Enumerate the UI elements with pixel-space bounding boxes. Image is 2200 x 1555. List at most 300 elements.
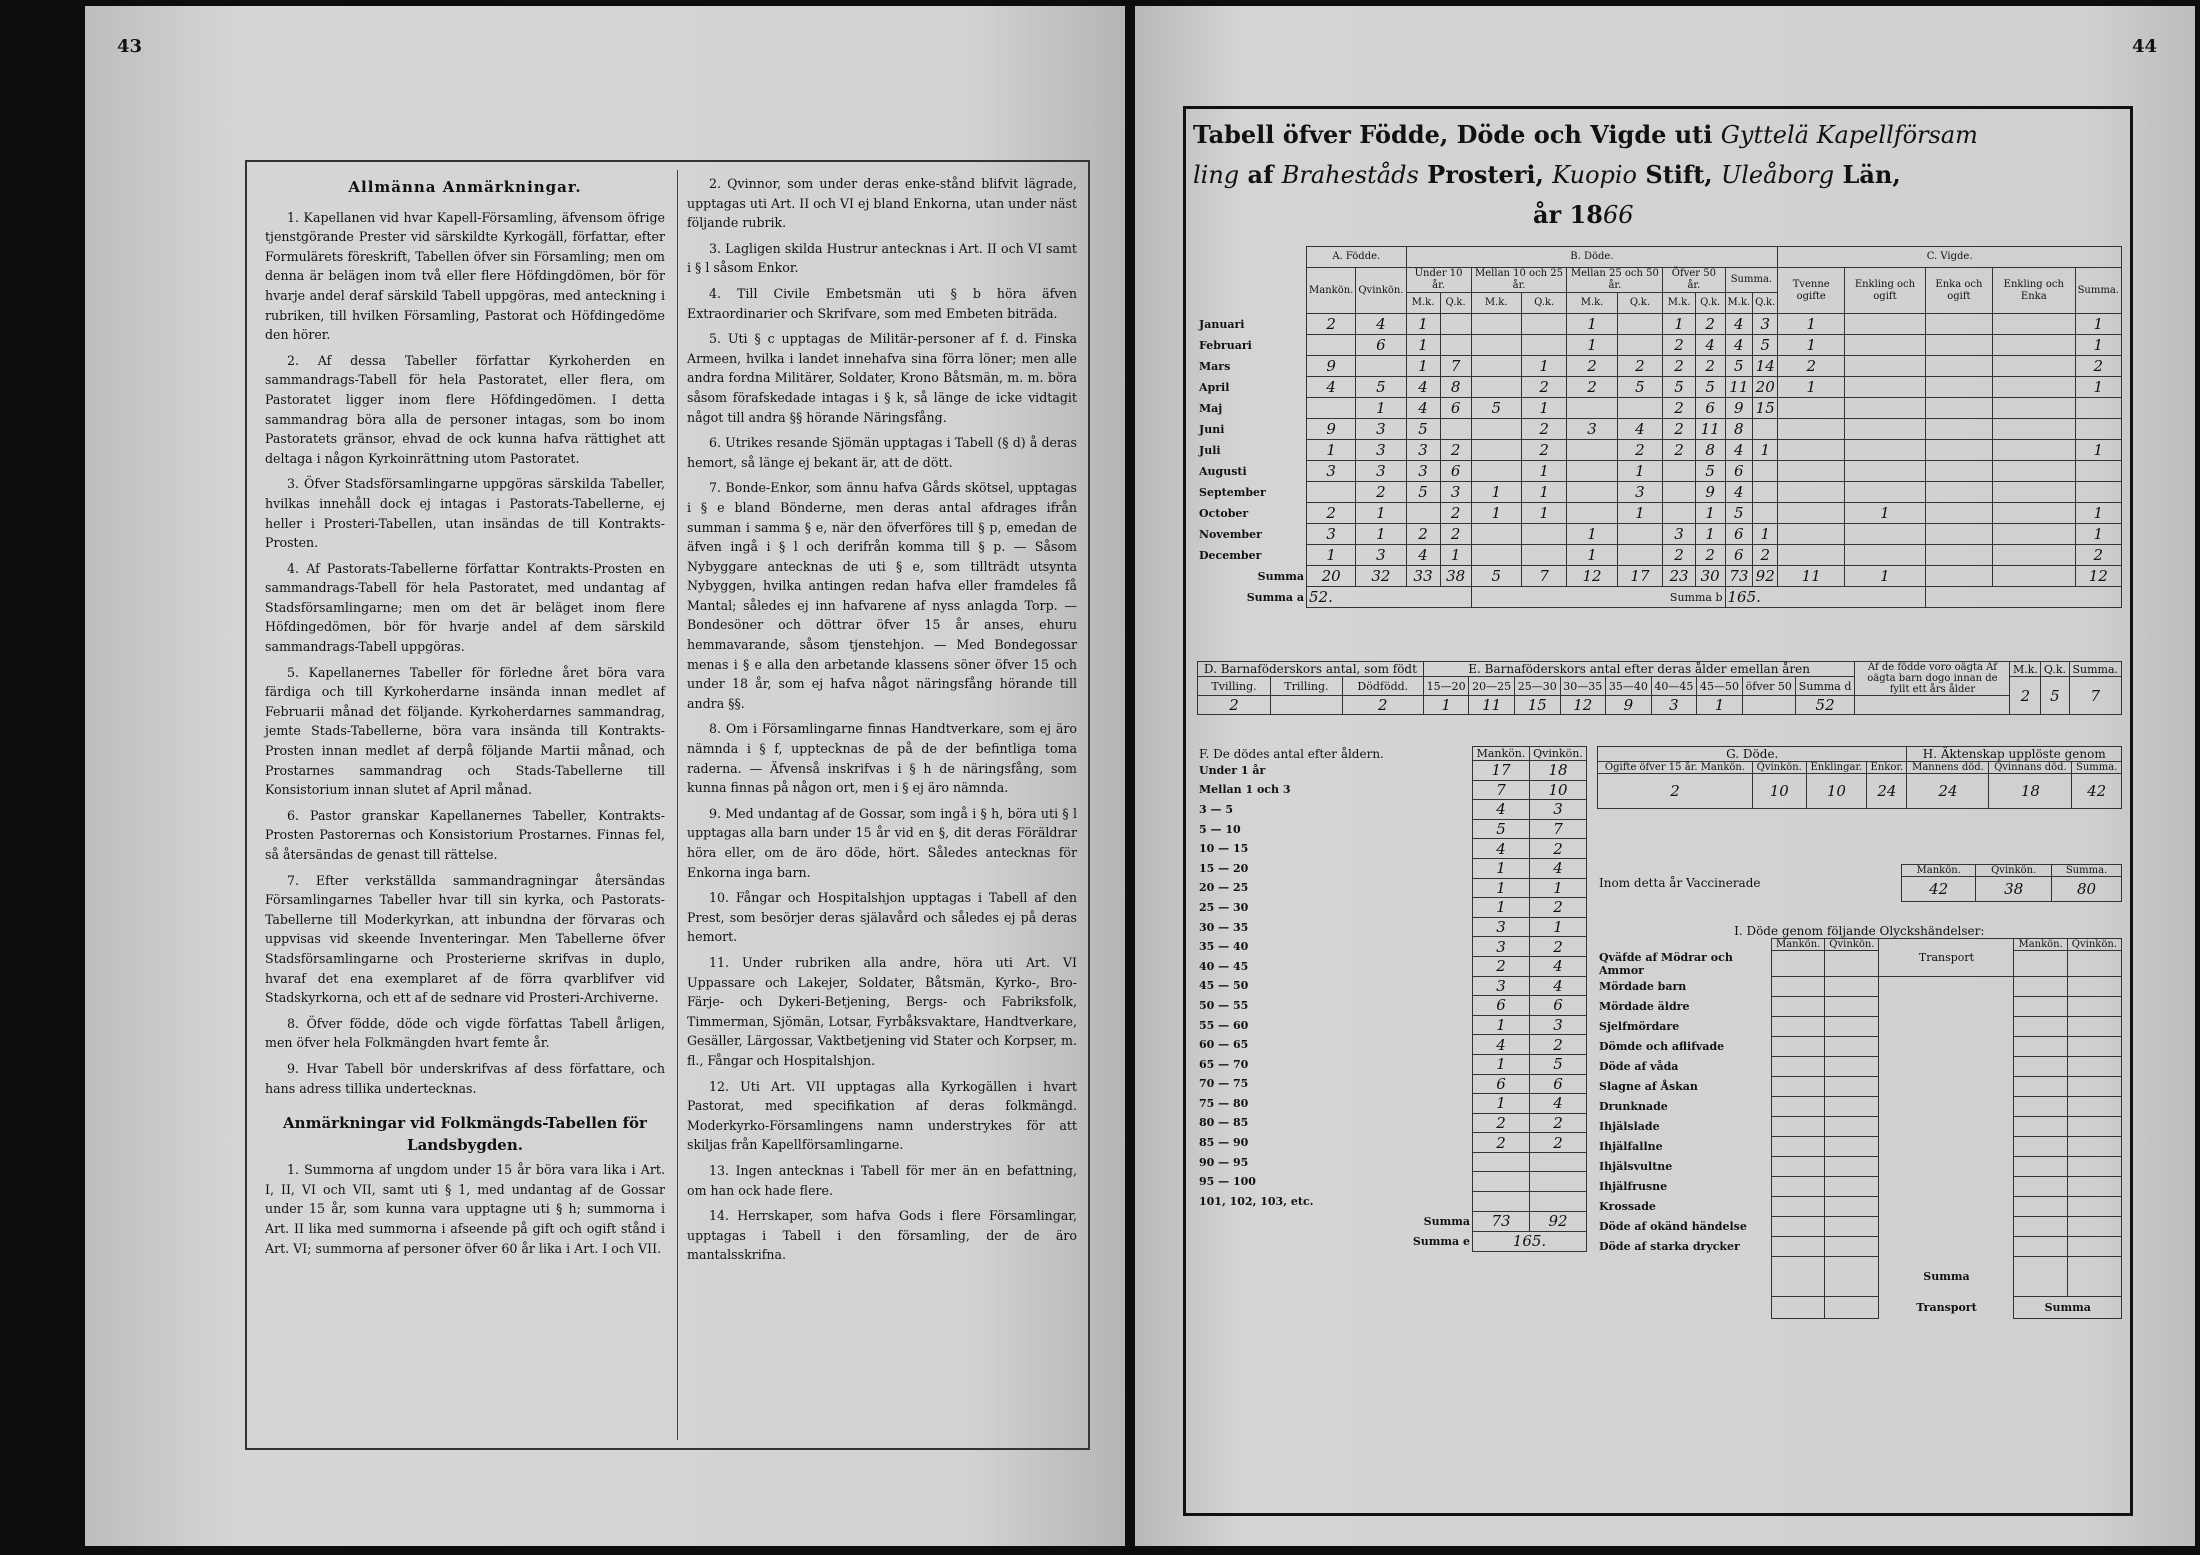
table-cell: 1 xyxy=(2075,377,2121,398)
section-f-summa-e-value: 165. xyxy=(1473,1231,1587,1251)
table-cell: 11 xyxy=(1695,419,1725,440)
title-county-handwritten: Uleåborg xyxy=(1721,161,1835,189)
notes-box xyxy=(245,160,1090,1450)
age-male-value: 2 xyxy=(1473,956,1530,976)
accident-male-cell xyxy=(1772,1237,1825,1257)
accident-male-cell xyxy=(2014,951,2067,977)
table-cell: 1 xyxy=(2075,314,2121,335)
age-label: Under 1 år xyxy=(1197,761,1473,781)
section-e-value: 11 xyxy=(1469,696,1515,715)
section-d-col: Dödfödd. xyxy=(1342,677,1423,696)
age-row xyxy=(1197,878,1587,898)
accident-female-cell xyxy=(1825,1137,1879,1157)
accident-label: Döde af starka drycker xyxy=(1599,1240,1740,1253)
accident-male-cell xyxy=(1772,951,1825,977)
summa-cell: 38 xyxy=(1440,566,1471,587)
accident-row xyxy=(1597,1117,2122,1137)
summa-cell: 30 xyxy=(1695,566,1725,587)
age-male-value: 1 xyxy=(1473,1094,1530,1114)
age-row xyxy=(1197,1094,1587,1114)
table-cell xyxy=(1471,440,1521,461)
population-note-paragraph: 14. Herrskaper, som hafva Gods i flere Församlingar, upptagas i Tabell i den församling, der de äro mantalsskrifna. xyxy=(687,1208,1077,1263)
accident-female-cell xyxy=(1825,997,1879,1017)
section-d-value xyxy=(1271,696,1343,715)
table-cell xyxy=(1617,545,1663,566)
month-label: Februari xyxy=(1197,335,1307,356)
col-b-mk: M.k. xyxy=(1567,293,1617,314)
accident-female-cell xyxy=(2067,997,2121,1017)
table-cell: 1 xyxy=(1406,335,1440,356)
table-cell xyxy=(1925,335,1992,356)
group-a-header: A. Födde. xyxy=(1307,247,1407,268)
table-cell: 3 xyxy=(1567,419,1617,440)
table-cell xyxy=(1993,419,2075,440)
table-cell: 1 xyxy=(1778,314,1845,335)
accident-female-cell xyxy=(1825,1157,1879,1177)
table-cell: 6 xyxy=(1725,524,1753,545)
illegitimate-value: 5 xyxy=(2041,677,2069,715)
table-cell: 2 xyxy=(1521,419,1567,440)
section-f-heading: F. De dödes antal efter åldern. xyxy=(1197,747,1473,761)
age-label: 60 — 65 xyxy=(1197,1035,1473,1055)
section-e-value: 1 xyxy=(1697,696,1743,715)
section-e-col: 45—50 xyxy=(1697,677,1743,696)
section-f-col: Qvinkön. xyxy=(1530,747,1587,761)
age-female-value: 4 xyxy=(1530,858,1587,878)
table-cell: 2 xyxy=(1440,503,1471,524)
accident-male-cell xyxy=(2014,1197,2067,1217)
section-g-col: Enklingar. xyxy=(1806,762,1867,774)
accident-row xyxy=(1597,1197,2122,1217)
accident-row xyxy=(1597,1157,2122,1177)
age-male-value: 6 xyxy=(1473,1074,1530,1094)
month-row xyxy=(1197,356,2122,377)
accident-male-cell xyxy=(1772,997,1825,1017)
table-cell: 2 xyxy=(1663,356,1696,377)
table-cell: 2 xyxy=(1663,335,1696,356)
summa-b-value: 165. xyxy=(1725,587,1925,608)
section-h-col: Mannens död. xyxy=(1907,762,1989,774)
col-c-marriage-type: Enkling och Enka xyxy=(1993,268,2075,314)
table-cell xyxy=(2075,482,2121,503)
table-cell xyxy=(1925,419,1992,440)
accident-male-cell xyxy=(1772,1117,1825,1137)
table-cell: 3 xyxy=(1663,524,1696,545)
accident-row xyxy=(1597,1057,2122,1077)
title-parish-handwritten: Gyttelä Kapellförsam xyxy=(1720,121,1978,149)
table-cell xyxy=(1753,461,1778,482)
population-note-paragraph: 11. Under rubriken alla andre, höra uti Art. VI Uppassare och Lakejer, Soldater, Båtsmän, Kyrko-, Bro-Färje- och Dykeri-Betjening, Bergs- och Fabriksfolk, Timmerman, Sjömän, Lotsar, Fyrbåksvaktare, Handtverkare, Gesäller, Lärgossar, Vaktbetjening vid Stater och Korpser, m. fl., Fångar och Hospitalshjon. xyxy=(687,954,1077,1068)
accident-male-cell xyxy=(1772,1177,1825,1197)
table-cell: 6 xyxy=(1440,461,1471,482)
table-cell: 2 xyxy=(1778,356,1845,377)
age-label: 80 — 85 xyxy=(1197,1113,1473,1133)
table-cell: 6 xyxy=(1725,545,1753,566)
table-cell xyxy=(1521,314,1567,335)
table-cell xyxy=(1663,503,1696,524)
general-notes-heading: Allmänna Anmärkningar. xyxy=(348,178,582,196)
col-b-mk: M.k. xyxy=(1471,293,1521,314)
age-row xyxy=(1197,956,1587,976)
age-label: Mellan 1 och 3 xyxy=(1197,780,1473,800)
title-printed-stift: Stift, xyxy=(1645,160,1713,189)
table-cell xyxy=(1753,503,1778,524)
section-g-h-table xyxy=(1597,746,2122,809)
empty-cell xyxy=(1825,1297,1879,1319)
age-row xyxy=(1197,1054,1587,1074)
age-male-value: 1 xyxy=(1473,878,1530,898)
table-cell: 2 xyxy=(1307,314,1356,335)
illegitimate-col-header: M.k. xyxy=(2010,662,2041,677)
table-cell: 3 xyxy=(1356,440,1406,461)
empty-cell xyxy=(1879,977,2014,997)
table-cell: 2 xyxy=(1695,356,1725,377)
table-cell: 1 xyxy=(1753,524,1778,545)
table-cell: 9 xyxy=(1307,419,1356,440)
age-label: 40 — 45 xyxy=(1197,956,1473,976)
accident-male-cell xyxy=(1772,1017,1825,1037)
section-g-heading: G. Döde. xyxy=(1598,747,1907,762)
age-female-value: 4 xyxy=(1530,1094,1587,1114)
table-cell xyxy=(1778,419,1845,440)
table-cell xyxy=(1925,440,1992,461)
vaccinated-table xyxy=(1597,864,2122,902)
section-e-value: 3 xyxy=(1651,696,1697,715)
table-cell: 1 xyxy=(1617,503,1663,524)
age-label: 15 — 20 xyxy=(1197,858,1473,878)
table-cell: 1 xyxy=(1471,503,1521,524)
age-female-value: 1 xyxy=(1530,917,1587,937)
section-i-col: Mankön. xyxy=(1772,939,1825,951)
age-male-value: 3 xyxy=(1473,937,1530,957)
table-cell: 9 xyxy=(1695,482,1725,503)
table-cell xyxy=(1845,524,1926,545)
accident-female-cell xyxy=(1825,1097,1879,1117)
general-note-paragraph: 6. Pastor granskar Kapellanernes Tabeller, Kontrakts-Prosten Pastorernas och Konsistorium Prostarnes. Finnas fel, så återsändas de genast till rättelse. xyxy=(265,807,665,862)
age-label: 101, 102, 103, etc. xyxy=(1197,1192,1473,1212)
table-cell: 1 xyxy=(1406,314,1440,335)
age-male-value: 3 xyxy=(1473,917,1530,937)
age-female-value: 10 xyxy=(1530,780,1587,800)
col-b-qk: Q.k. xyxy=(1521,293,1567,314)
summa-cell: 12 xyxy=(1567,566,1617,587)
age-male-value: 4 xyxy=(1473,800,1530,820)
table-cell xyxy=(1993,335,2075,356)
table-cell xyxy=(1440,419,1471,440)
table-cell: 4 xyxy=(1695,335,1725,356)
empty-cell xyxy=(1879,1117,2014,1137)
table-cell xyxy=(1617,335,1663,356)
table-cell xyxy=(1567,482,1617,503)
empty-cell xyxy=(1597,1297,1772,1319)
table-cell xyxy=(1471,461,1521,482)
table-cell: 1 xyxy=(2075,335,2121,356)
age-row xyxy=(1197,800,1587,820)
right-page-number: 44 xyxy=(2131,36,2157,57)
transport-label-bottom: Transport xyxy=(1916,1301,1977,1314)
accident-female-cell xyxy=(2067,1137,2121,1157)
accident-female-cell xyxy=(2067,1037,2121,1057)
section-f-summa-row xyxy=(1197,1211,1587,1231)
empty-cell xyxy=(2014,1257,2067,1297)
age-male-value: 6 xyxy=(1473,996,1530,1016)
section-d-value: 2 xyxy=(1342,696,1423,715)
age-female-value: 5 xyxy=(1530,1054,1587,1074)
table-cell: 4 xyxy=(1725,440,1753,461)
month-row xyxy=(1197,524,2122,545)
population-note-paragraph: 4. Till Civile Embetsmän uti § b höra äfven Extraordinarier och Skrifvare, som med Embeten biträda. xyxy=(687,285,1077,321)
table-cell xyxy=(1521,524,1567,545)
table-cell: 2 xyxy=(1753,545,1778,566)
age-male-value: 1 xyxy=(1473,1054,1530,1074)
table-cell: 4 xyxy=(1406,545,1440,566)
section-f-summa-m: 73 xyxy=(1473,1211,1530,1231)
section-f-table xyxy=(1197,746,1587,1252)
age-label: 90 — 95 xyxy=(1197,1152,1473,1172)
accident-row xyxy=(1597,1137,2122,1157)
table-cell: 2 xyxy=(1521,377,1567,398)
age-row xyxy=(1197,1133,1587,1153)
title-parish-handwritten-cont: ling xyxy=(1193,161,1240,189)
section-h-heading: H. Äktenskap upplöste genom xyxy=(1907,747,2122,762)
table-cell: 2 xyxy=(1440,524,1471,545)
summa-cell: 20 xyxy=(1307,566,1356,587)
accident-label: Ihjälsvultne xyxy=(1599,1160,1673,1173)
population-note-paragraph: 3. Lagligen skilda Hustrur antecknas i Art. II och VI samt i § l såsom Enkor. xyxy=(687,240,1077,276)
left-page xyxy=(85,6,1125,1546)
table-cell: 5 xyxy=(1725,503,1753,524)
col-c-marriage-type: Enka och ogift xyxy=(1925,268,1992,314)
table-cell: 7 xyxy=(1440,356,1471,377)
age-male-value: 3 xyxy=(1473,976,1530,996)
general-note-paragraph: 9. Hvar Tabell bör underskrifvas af dess författare, och hans adress tillika undertecknas. xyxy=(265,1060,665,1096)
table-cell: 1 xyxy=(1307,440,1356,461)
table-cell: 4 xyxy=(1356,314,1406,335)
table-cell: 3 xyxy=(1406,440,1440,461)
table-cell: 20 xyxy=(1753,377,1778,398)
summa-cell: 17 xyxy=(1617,566,1663,587)
table-cell: 1 xyxy=(1440,545,1471,566)
population-note-paragraph: 7. Bonde-Enkor, som ännu hafva Gårds skötsel, upptagas i § e bland Bönderne, men deras antal afdrages ifrån summan i samma § e, när den öfverföres till § p, emedan de äfven ingå i § l och derifrån komma till § p. — Såsom Nybyggare antecknas de uti § e, som tillträdt utsynta Nybyggen, hvilka antingen redan hafva eller framdeles få Mantal; således ej inn hafvarene af nyss anlagda Torp. — Bondesöner och döttrar öfver 15 år anses, ehuru hemmavarande, såsom tjenstehjon. — Med Bondegossar menas i § e alla den arbetande klassens söner öfver 15 och under 18 år, som ej hafva något näringsfång hörande till andra §§. xyxy=(687,480,1077,711)
table-cell xyxy=(1567,440,1617,461)
month-row xyxy=(1197,461,2122,482)
right-page xyxy=(1135,6,2195,1546)
age-label: 10 — 15 xyxy=(1197,839,1473,859)
col-a-mankon: Mankön. xyxy=(1307,268,1356,314)
accident-row xyxy=(1597,1217,2122,1237)
transport-label-top: Transport xyxy=(1879,939,2014,977)
month-row xyxy=(1197,419,2122,440)
table-cell xyxy=(1567,461,1617,482)
table-cell xyxy=(1845,314,1926,335)
accident-female-cell xyxy=(1825,1037,1879,1057)
empty-cell xyxy=(1879,1177,2014,1197)
summa-row xyxy=(1197,566,2122,587)
population-note-paragraph: 1. Summorna af ungdom under 15 år böra vara lika i Art. I, II, VI och VII, samt uti § 1, med undantag af de Gossar under 15 år, som kunna vara upptagne uti § h; summorna i Art. II lika med summorna i afseende på gift och ogift stånd i Art. VI; summorna af personer öfver 60 år lika i Art. I och VII. xyxy=(265,1162,665,1256)
age-label: 45 — 50 xyxy=(1197,976,1473,996)
table-cell: 4 xyxy=(1307,377,1356,398)
empty-cell xyxy=(1879,1057,2014,1077)
table-cell: 1 xyxy=(1845,503,1926,524)
table-cell xyxy=(1440,314,1471,335)
section-e-value xyxy=(1742,696,1795,715)
section-d-e-table xyxy=(1197,661,2122,715)
table-cell xyxy=(1925,377,1992,398)
accident-male-cell xyxy=(1772,1077,1825,1097)
age-female-value: 2 xyxy=(1530,1035,1587,1055)
title-year-handwritten: 66 xyxy=(1602,201,1634,229)
table-cell xyxy=(1993,545,2075,566)
section-d-col: Tvilling. xyxy=(1198,677,1271,696)
section-h-value: 18 xyxy=(1989,774,2072,809)
table-cell xyxy=(1845,335,1926,356)
summa-cell: 23 xyxy=(1663,566,1696,587)
section-e-col: öfver 50 xyxy=(1742,677,1795,696)
section-f-summa-e-label: Summa e xyxy=(1197,1231,1473,1251)
table-cell: 1 xyxy=(1471,482,1521,503)
table-cell: 2 xyxy=(1521,440,1567,461)
col-b-age-group: Öfver 50 år. xyxy=(1663,268,1725,293)
table-cell xyxy=(1778,461,1845,482)
accident-male-cell xyxy=(2014,1117,2067,1137)
table-cell: 2 xyxy=(1406,524,1440,545)
table-cell xyxy=(1567,503,1617,524)
empty-cell xyxy=(1925,587,2121,608)
accident-row xyxy=(1597,951,2122,977)
accident-female-cell xyxy=(1825,1177,1879,1197)
accident-row xyxy=(1597,1097,2122,1117)
notes-column-1 xyxy=(265,174,665,1264)
accident-male-cell xyxy=(2014,1177,2067,1197)
accident-row xyxy=(1597,1037,2122,1057)
population-note-paragraph: 9. Med undantag af de Gossar, som ingå i § h, böra uti § l upptagas alla barn under 15 år vid en §, dit deras Föräldrar höra eller, om de äro döde, hört. Således antecknas för Enkorna inga barn. xyxy=(687,805,1077,880)
section-g-value: 24 xyxy=(1867,774,1907,809)
section-f-summa-e-row xyxy=(1197,1231,1587,1251)
table-cell: 1 xyxy=(1567,524,1617,545)
age-male-value: 1 xyxy=(1473,858,1530,878)
vaccinated-col: Mankön. xyxy=(1902,865,1976,877)
empty-cell xyxy=(1879,1217,2014,1237)
accident-male-cell xyxy=(2014,997,2067,1017)
table-cell: 1 xyxy=(1778,377,1845,398)
empty-cell xyxy=(1855,696,2010,715)
section-h-value: 24 xyxy=(1907,774,1989,809)
table-cell: 4 xyxy=(1406,377,1440,398)
age-row xyxy=(1197,937,1587,957)
table-cell: 1 xyxy=(1617,461,1663,482)
age-male-value: 1 xyxy=(1473,898,1530,918)
accident-female-cell xyxy=(1825,1057,1879,1077)
accident-female-cell xyxy=(1825,951,1879,977)
col-b-mk: M.k. xyxy=(1725,293,1753,314)
table-cell: 4 xyxy=(1617,419,1663,440)
age-label: 70 — 75 xyxy=(1197,1074,1473,1094)
population-note-paragraph: 8. Om i Församlingarne finnas Handtverkare, som ej äro nämnda i § f, upptecknas de på de der befintliga toma raderna. — Äfvenså inskrifvas i § h de näringsfång, som kunna finnas på någon ort, men i § ej äro nämnda. xyxy=(687,721,1077,796)
accident-male-cell xyxy=(2014,977,2067,997)
age-row xyxy=(1197,819,1587,839)
accident-female-cell xyxy=(1825,1237,1879,1257)
accident-female-cell xyxy=(1825,1017,1879,1037)
table-cell xyxy=(1778,524,1845,545)
table-cell: 3 xyxy=(1356,545,1406,566)
accident-row xyxy=(1597,1077,2122,1097)
empty-cell xyxy=(1879,1237,2014,1257)
month-label: September xyxy=(1197,482,1307,503)
table-cell: 8 xyxy=(1695,440,1725,461)
accident-label: Qväfde af Mödrar och Ammor xyxy=(1599,950,1733,977)
table-cell: 2 xyxy=(1356,482,1406,503)
col-b-age-group: Summa. xyxy=(1725,268,1778,293)
age-label: 85 — 90 xyxy=(1197,1133,1473,1153)
age-label: 50 — 55 xyxy=(1197,996,1473,1016)
accident-male-cell xyxy=(1772,1197,1825,1217)
table-cell: 9 xyxy=(1307,356,1356,377)
summa-cell: 32 xyxy=(1356,566,1406,587)
accident-male-cell xyxy=(1772,1137,1825,1157)
table-cell: 3 xyxy=(1356,461,1406,482)
month-label: Mars xyxy=(1197,356,1307,377)
age-row xyxy=(1197,1172,1587,1192)
age-female-value: 1 xyxy=(1530,878,1587,898)
table-cell: 1 xyxy=(1307,545,1356,566)
table-cell: 3 xyxy=(1753,314,1778,335)
accident-label: Mördade barn xyxy=(1599,980,1687,993)
age-male-value xyxy=(1473,1192,1530,1212)
section-g-col: Ogifte öfver 15 år. Mankön. xyxy=(1598,762,1753,774)
section-h-col: Summa. xyxy=(2072,762,2122,774)
table-cell: 1 xyxy=(1406,356,1440,377)
section-e-col: Summa d xyxy=(1795,677,1855,696)
age-female-value: 2 xyxy=(1530,1133,1587,1153)
empty-cell xyxy=(1879,1037,2014,1057)
table-cell xyxy=(1845,377,1926,398)
table-cell xyxy=(1521,545,1567,566)
section-f-summa-label: Summa xyxy=(1197,1211,1473,1231)
title-diocese-handwritten: Kuopio xyxy=(1552,161,1637,189)
empty-cell xyxy=(1825,1257,1879,1297)
table-cell xyxy=(1617,314,1663,335)
table-cell: 3 xyxy=(1440,482,1471,503)
group-b-header: B. Döde. xyxy=(1406,247,1778,268)
title-deanery-handwritten: Braheståds xyxy=(1281,161,1419,189)
empty-cell xyxy=(1597,1257,1772,1297)
table-cell: 1 xyxy=(1663,314,1696,335)
section-h-col: Qvinnans död. xyxy=(1989,762,2072,774)
accident-female-cell xyxy=(2067,1217,2121,1237)
vaccinated-label: Inom detta år Vaccinerade xyxy=(1599,876,1761,890)
age-label: 75 — 80 xyxy=(1197,1094,1473,1114)
table-cell: 5 xyxy=(1617,377,1663,398)
month-row xyxy=(1197,398,2122,419)
table-cell: 1 xyxy=(2075,524,2121,545)
age-female-value xyxy=(1530,1152,1587,1172)
general-note-paragraph: 8. Öfver födde, döde och vigde författas Tabell årligen, men öfver hela Folkmängden hvart femte år. xyxy=(265,1015,665,1051)
table-cell xyxy=(1778,440,1845,461)
table-cell xyxy=(1845,545,1926,566)
summa-label: Summa xyxy=(1197,566,1307,587)
table-cell xyxy=(1925,461,1992,482)
age-row xyxy=(1197,1192,1587,1212)
month-label: October xyxy=(1197,503,1307,524)
table-cell xyxy=(2075,398,2121,419)
table-cell: 1 xyxy=(1753,440,1778,461)
section-e-value: 52 xyxy=(1795,696,1855,715)
col-b-qk: Q.k. xyxy=(1440,293,1471,314)
summa-cell: 11 xyxy=(1778,566,1845,587)
table-cell: 5 xyxy=(1663,377,1696,398)
table-cell xyxy=(1993,314,2075,335)
table-cell: 2 xyxy=(2075,356,2121,377)
